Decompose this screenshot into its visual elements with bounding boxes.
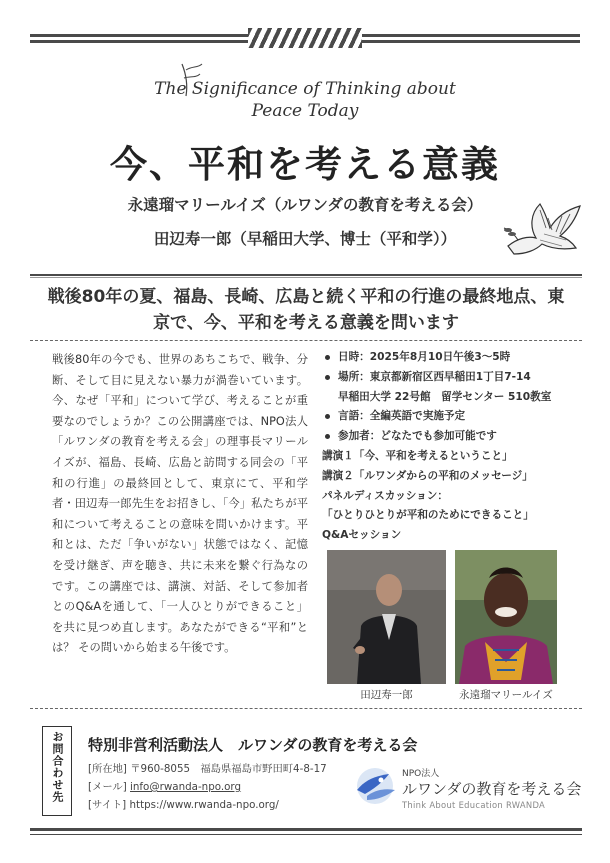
bullet-icon [325,375,330,380]
photo-speaker-2 [455,550,557,684]
contact-mail [88,778,327,796]
info-place [322,368,582,388]
info-panel-topic: 「ひとりひとりが平和のためにできること」 [322,509,534,522]
info-qa: Q&Aセッション [322,529,402,542]
top-decorative-stripe [30,28,580,48]
info-lecture-2: 講演２「ルワンダからの平和のメッセージ」 [322,469,533,482]
subtitle-rule-top [30,274,582,276]
info-place-detail: 早稲田大学 22号館 留学センター 510教室 [338,390,552,403]
event-info-list [322,348,582,546]
info-date-text: 日時：2025年8月10日午後3〜5時 [338,351,511,363]
logo-small-text: NPO法人 [402,769,440,779]
bottom-rule [30,828,582,831]
subtitle-rule-bottom [30,340,582,341]
info-language [322,407,582,427]
english-title-line1: The Significance of Thinking about [154,79,456,99]
body-paragraph: 戦後80年の今でも、世界のあちこちで、戦争、分断、そして目に見えない暴力が渦巻いています。今、なぜ「平和」について学び、考えることが重要なのでしょうか？この公開講座では、NPO法人「ルワンダの教育を考える会」の理事長マリールイズが、福島、長崎、広島と訪問する同会の「平和の行進」の最終回として、東京にて、平和学者・田辺寿一郎先生をお招きし、「今」私たちが平和について考えることの意味を問いかけます。平和とは、ただ「争いがない」状態ではなく、記憶を受け継ぎ、声を聴き、共に未来を繋ぐ行為なのです。この講座では、講演、対話、そして参加者とのQ&Aを通して、「一人ひとりができること」を共に見つめ直します。あなたができる“平和”とは？ その問いから始まる午後です。 [52,353,308,655]
info-date [322,348,582,368]
top-hatch-pattern [248,28,362,48]
subtitle-line2: 京で、今、平和を考える意義を問います [153,313,459,333]
organization-logo-icon [345,760,401,810]
info-language-text: 言語：全編英語で実施予定 [338,410,466,423]
info-participants [322,427,582,447]
english-title [150,78,460,122]
info-place-text: 場所：東京都新宿区西早稲田1丁目7-14 [338,370,531,383]
contact-address [88,760,327,778]
logo-english: Think About Education RWANDA [402,800,546,810]
info-lecture-1: 講演１「今、平和を考えるということ」 [322,449,513,462]
mail-label: [メール] [88,781,127,793]
site-url[interactable]: https://www.rwanda-npo.org/ [129,799,279,811]
info-panel: パネルディスカッション： [322,489,448,502]
mail-link[interactable]: info@rwanda-npo.org [130,781,242,793]
speaker-line-1: 永遠瑠マリールイズ（ルワンダの教育を考える会） [127,196,483,214]
site-label: [サイト] [88,799,127,811]
info-participants-text: 参加者：どなたでも参加可能です [338,430,497,443]
bullet-icon [325,434,330,439]
address-value: 〒960-8055 福島県福島市野田町4-8-17 [130,763,327,775]
address-label: [所在地] [88,763,127,775]
contact-label: お問合わせ先 [51,731,64,803]
speaker-1-silhouette [327,550,446,684]
photo-speaker-1 [327,550,446,684]
photo-caption-1: 田辺寿一郎 [360,689,413,701]
english-title-line2: Peace Today [251,101,359,121]
speaker-line-2: 田辺寿一郎（早稲田大学、博士（平和学）） [153,230,457,248]
subtitle [30,284,582,336]
logo-name: ルワンダの教育を考える会 [402,780,582,798]
speaker-2-silhouette [455,550,557,684]
dove-illustration [500,188,588,268]
subtitle-line1: 戦後80年の夏、福島、長崎、広島と続く平和の行進の最終地点、東 [47,287,565,307]
main-title: 今、平和を考える意義 [110,143,500,186]
photo-caption-2: 永遠瑠マリールイズ [459,689,553,701]
bullet-icon [325,355,330,360]
subtitle-rule-top-thin [30,277,582,278]
organization-name: 特別非営利活動法人 ルワンダの教育を考える会 [88,736,418,754]
contact-site [88,796,327,814]
bottom-rule-thin [30,834,582,835]
footer-rule-top [30,708,582,709]
bullet-icon [325,414,330,419]
contact-details [88,760,327,814]
